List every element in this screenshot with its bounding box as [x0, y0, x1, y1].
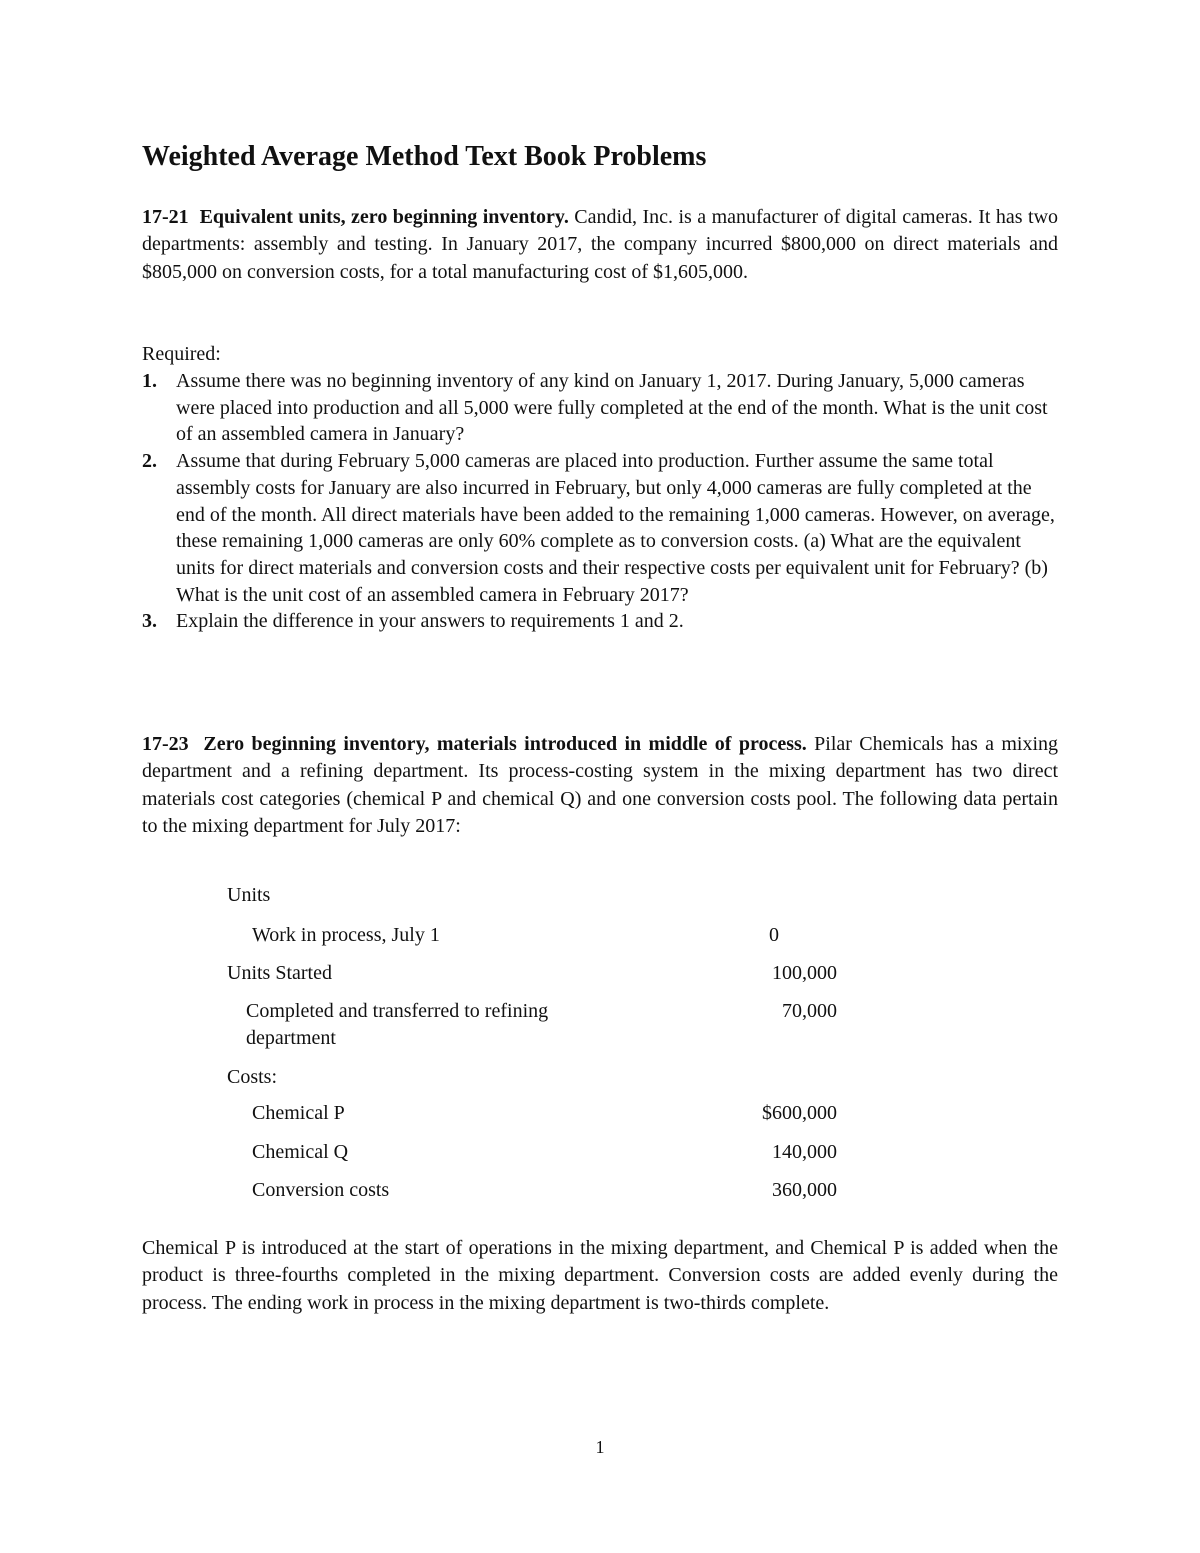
- requirement-3: [142, 608, 1058, 635]
- units-started-value: 100,000: [772, 962, 837, 984]
- problem-17-21-number: 17-21: [142, 206, 189, 228]
- requirement-1: [142, 368, 1058, 448]
- completed-label: [246, 998, 548, 1052]
- problem-17-23-closing: Chemical P is introduced at the start of operations in the mixing department, and Chemical P is added when the product is three-fourths completed in the mixing department. Conversion costs are added evenly during the process. The ending work in process in the mixing department is two-thirds complete.: [142, 1237, 1058, 1314]
- requirement-number: 1.: [142, 370, 157, 392]
- chemical-p-value: $600,000: [762, 1102, 837, 1124]
- wip-label: Work in process, July 1: [252, 924, 440, 946]
- requirements-list: [142, 368, 1058, 635]
- page-title: Weighted Average Method Text Book Problems: [142, 141, 707, 172]
- completed-label-line1: Completed and transferred to refining: [246, 1000, 549, 1022]
- problem-17-21-intro: [142, 204, 1058, 286]
- requirement-text: Explain the difference in your answers to requirements 1 and 2.: [176, 610, 684, 633]
- required-label: Required:: [142, 343, 221, 365]
- problem-17-23-body: Pilar Chemicals has a mixing department and a refining department. Its process-costing system in the mixing department has two direct materials cost categories (chemical P and chemical Q) and one conversion costs pool. The following data pertain to the mixing department for July 2017:: [142, 733, 1059, 837]
- units-started-label: Units Started: [227, 962, 332, 984]
- requirement-text: Assume that during February 5,000 cameras are placed into production. Further assume the same total assembly costs for January are also incurred in February, but only 4,000 cameras are fully completed at the end of the month. All direct materials have been added to the remaining 1,000 cameras. However, on average, these remaining 1,000 cameras are only 60% complete as to conversion costs. (a) What are the equivalent units for direct materials and conversion costs and their respective costs per equivalent unit for February? (b) What is the unit cost of an assembled camera in February 2017?: [176, 450, 1055, 606]
- requirement-2: [142, 448, 1058, 608]
- completed-label-line2: department: [246, 1027, 336, 1049]
- conversion-costs-value: 360,000: [772, 1179, 837, 1201]
- problem-17-23-heading: Zero beginning inventory, materials introduced in middle of process.: [203, 733, 807, 755]
- chemical-q-value: 140,000: [772, 1141, 837, 1163]
- requirement-text: Assume there was no beginning inventory of any kind on January 1, 2017. During January, 5,000 cameras were placed into production and all 5,000 were fully completed at the end of the month. What is the unit cost of an assembled camera in January?: [176, 370, 1048, 446]
- page-number: 1: [595, 1437, 605, 1457]
- requirement-number: 2.: [142, 450, 157, 473]
- requirement-number: 3.: [142, 610, 157, 633]
- problem-17-23-number: 17-23: [142, 733, 189, 755]
- problem-17-21-heading: Equivalent units, zero beginning inventory.: [199, 206, 569, 228]
- problem-17-21-body: Candid, Inc. is a manufacturer of digital cameras. It has two departments: assembly and testing. In January 2017, the company incurred $800,000 on direct materials and $805,000 on conversion costs, for a total manufacturing cost of $1,605,000.: [142, 206, 1059, 283]
- problem-17-23-intro: [142, 731, 1058, 840]
- costs-header: Costs:: [227, 1066, 278, 1088]
- completed-value: 70,000: [782, 1000, 837, 1022]
- wip-value: 0: [769, 924, 779, 946]
- conversion-costs-label: Conversion costs: [252, 1179, 390, 1201]
- units-header: Units: [227, 884, 271, 906]
- chemical-p-label: Chemical P: [252, 1102, 345, 1124]
- chemical-q-label: Chemical Q: [252, 1141, 349, 1163]
